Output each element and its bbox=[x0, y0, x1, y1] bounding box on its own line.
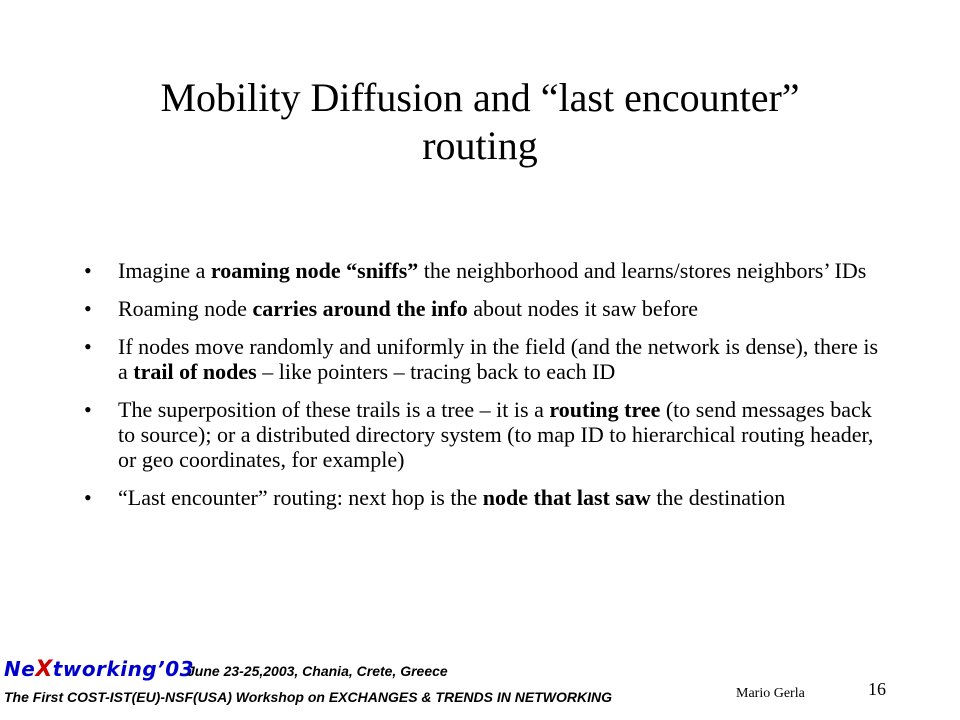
bullet-emphasis: node that last saw bbox=[482, 485, 651, 510]
bullet-item bbox=[82, 334, 882, 384]
bullet-text: the destination bbox=[650, 485, 786, 510]
bullet-text: The superposition of these trails is a tree – it is a bbox=[118, 397, 550, 422]
slide-title-line-2: routing bbox=[422, 123, 538, 168]
bullet-emphasis: routing tree bbox=[549, 397, 661, 422]
page-number: 16 bbox=[868, 679, 886, 699]
bullet-marker: • bbox=[84, 397, 92, 422]
bullet-marker: • bbox=[84, 258, 92, 283]
bullet-text: about nodes it saw before bbox=[467, 296, 699, 321]
bullet-marker: • bbox=[84, 296, 92, 321]
bullet-marker: • bbox=[84, 485, 92, 510]
author-name: Mario Gerla bbox=[736, 686, 805, 701]
conference-logo: NeXtworking’03 bbox=[4, 657, 195, 682]
bullet-text: Imagine a bbox=[118, 258, 211, 283]
bullet-emphasis: carries around the info bbox=[252, 296, 468, 321]
bullet-text: (to send messages back to source); or a distributed directory system (to map ID to hierarchical routing header, or geo coordinates, for example) bbox=[118, 397, 874, 472]
bullet-item bbox=[82, 397, 882, 472]
bullet-text: If nodes move randomly and uniformly in the field (and the network is dense), there is a bbox=[118, 334, 879, 384]
footer-workshop-title: The First COST-IST(EU)-NSF(USA) Workshop on EXCHANGES & TRENDS IN NETWORKING bbox=[4, 689, 612, 705]
bullet-emphasis: trail of nodes bbox=[133, 359, 257, 384]
bullet-item bbox=[82, 258, 882, 283]
bullet-item bbox=[82, 296, 882, 321]
bullet-marker: • bbox=[84, 334, 92, 359]
bullet-item bbox=[82, 485, 882, 510]
bullet-text: Roaming node bbox=[118, 296, 253, 321]
bullet-list bbox=[82, 258, 882, 523]
footer-event-info: June 23-25,2003, Chania, Crete, Greece bbox=[187, 663, 448, 679]
slide-title-line-1: Mobility Diffusion and “last encounter” bbox=[160, 75, 800, 120]
bullet-text: the neighborhood and learns/stores neighbors’ IDs bbox=[418, 258, 867, 283]
bullet-text: – like pointers – tracing back to each ID bbox=[256, 359, 616, 384]
bullet-text: “Last encounter” routing: next hop is the bbox=[118, 485, 483, 510]
slide-title bbox=[120, 74, 840, 170]
bullet-emphasis: roaming node “sniffs” bbox=[210, 258, 419, 283]
